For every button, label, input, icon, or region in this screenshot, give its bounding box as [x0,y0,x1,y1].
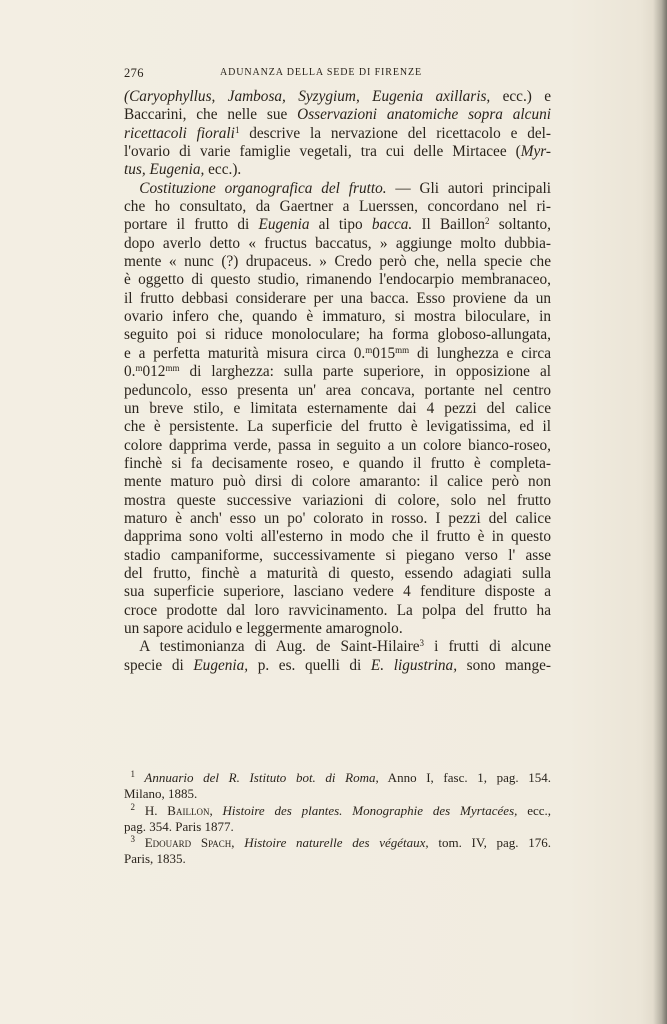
running-head: ADUNANZA DELLA SEDE DI FIRENZE [220,67,422,78]
text-line: finchè si fa decisamente roseo, e quando il frutto è completa- [124,454,551,472]
text-line: mente maturo può dirsi di colore amaranto: il calice però non [124,473,551,491]
page-header [124,66,548,82]
footnotes [124,770,551,868]
text-line: $0.^m012^{mm}$ di larghezza: sulla parte superiore, in opposizione al [124,363,551,381]
text-line: l'ovario di varie famiglie vegetali, tra cui delle Mirtacee (Myr- [124,143,551,161]
text-line: il frutto debbasi considerare per una bacca. Esso proviene da un [124,289,551,307]
footnote-ref: 2 [485,216,490,227]
text-line: seguito poi si riduce monoloculare; ha forma globoso-allungata, [124,326,551,344]
text-line: (Caryophyllus, Jambosa, Syzygium, Eugenia axillaris, ecc.) e [124,88,551,105]
page-number: 276 [124,66,144,80]
footnote-1: $^1$ Annuario del R. Istituto bot. di Roma, Anno I, fasc. 1, pag. 154. [130,769,552,785]
text-line: del frutto, finchè a maturità di questo, essendo adagiati sulla [124,564,551,582]
text-line: Baccarini, che nelle sue Osservazioni anatomiche sopra alcuni [124,106,551,124]
footnote-2-cont: pag. 354. Paris 1877. [124,818,234,834]
spine-shadow [653,0,667,1024]
text-line: mente « nunc (?) drupaceus. » Credo però che, nella specie che [124,253,551,271]
footnote-2: $^2$ H. Baillon, Histoire des plantes. Monographie des Myrtacées, ecc., [130,801,552,818]
text-line: peduncolo, esso presenta un' area concava, portante nel centro [124,381,551,399]
text-line: Costituzione organografica del frutto. — Gli autori principali [139,179,551,197]
text-line: tus, Eugenia, ecc.). [124,161,242,179]
text-line: sua superficie superiore, lasciano vedere 4 fenditure disposte a [124,583,551,601]
text-line: maturo è anch' esso un po' colorato in rosso. I pezzi del calice [124,509,551,527]
text-line: che è persistente. La superficie del frutto è levigatissima, ed il [124,418,551,436]
text-line: dapprima sono volti all'esterno in modo che il frutto è in questo [124,528,551,546]
text-line: colore dapprima verde, passa in seguito a un colore bianco-roseo, [124,436,551,454]
text-line: stadio campaniforme, successivamente si piegano verso l' asse [124,546,551,564]
footnote-3: $^3$ Edouard Spach, Histoire naturelle des végétaux, tom. IV, pag. 176. [130,834,552,851]
text-line: ovario infero che, quando è immaturo, si mostra biloculare, in [124,308,551,326]
footnote-3-cont: Paris, 1835. [124,851,186,867]
text-line: dopo averlo detto « fructus baccatus, » aggiunge molto dubbia- [124,234,551,252]
text-line: è oggetto di questo studio, rimanendo l'endocarpio membranaceo, [124,271,551,289]
footnote-ref: 3 [419,638,425,649]
footnote-ref: 1 [234,124,240,135]
text-line: un sapore acidulo e leggermente amarognolo. [124,619,403,637]
footnote-1-cont: Milano, 1885. [124,786,198,802]
text-line: mostra queste successive variazioni di colore, solo nel frutto [124,491,551,509]
text-line: portare il frutto di Eugenia al tipo bacca. Il Baillon$^2$ soltanto, [124,216,551,234]
text-line: A testimonianza di Aug. de Saint-Hilaire$^3$ i frutti di alcune [139,638,551,656]
text-line: un breve stilo, e limitata esternamente dai 4 pezzi del calice [124,399,551,417]
section-title: Costituzione organografica del frutto. [139,179,387,197]
text-line: ricettacoli fiorali$^1$ descrive la nervazione del ricettacolo e del- [124,124,551,142]
text-line: e a perfetta maturità misura circa $0.^m015^{mm}$ di lunghezza e circa [124,344,551,362]
text-line: specie di Eugenia, p. es. quelli di E. ligustrina, sono mange- [124,656,551,674]
body-text [124,88,551,675]
text-line: che ho consultato, da Gaertner a Luerssen, concordano nel ri- [124,198,551,216]
text-line: croce prodotte dal loro ravvicinamento. La polpa del frutto ha [124,601,551,619]
